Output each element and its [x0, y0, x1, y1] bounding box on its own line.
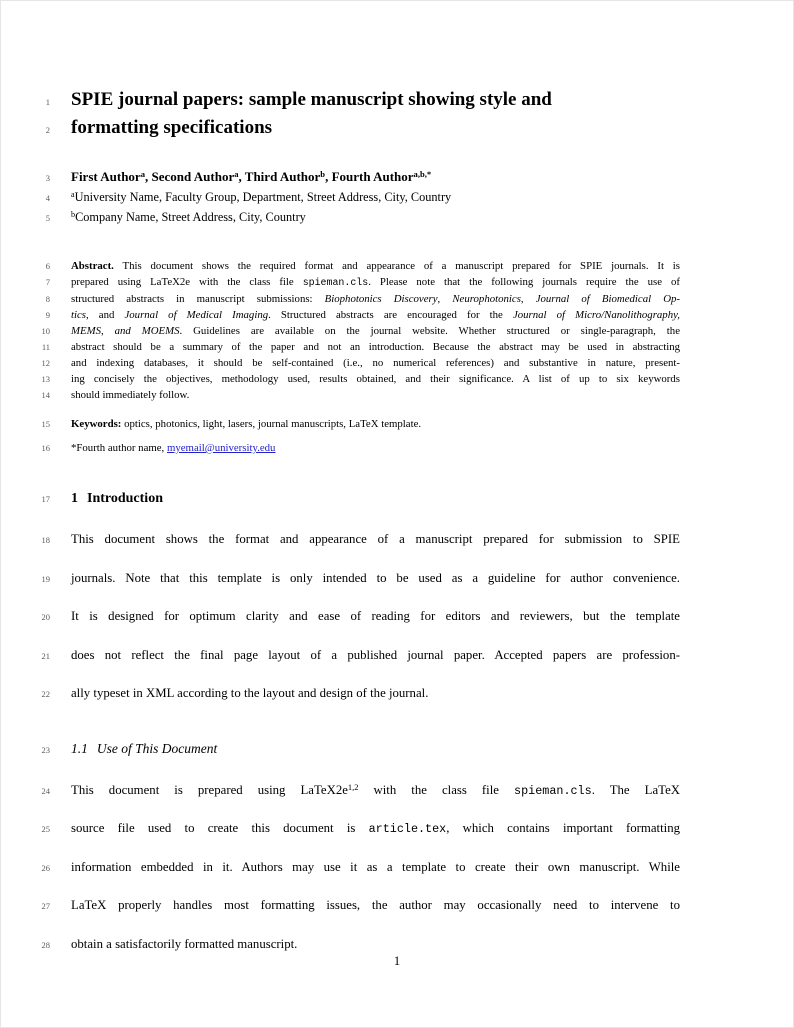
doc-line	[1, 307, 793, 323]
text-run: tics	[71, 309, 86, 321]
line-number: 27	[41, 901, 50, 911]
text-run: spieman.cls	[514, 783, 592, 798]
line-number: 18	[41, 535, 50, 545]
text-run: University Name, Faculty Group, Department, Street Address, City, Country	[74, 190, 452, 204]
line-text	[71, 740, 680, 758]
line-number: 22	[41, 689, 50, 699]
text-run: LaTeX properly handles most formatting issues, the author may occasionally need to intervene to	[71, 898, 680, 912]
page-number: 1	[393, 954, 401, 968]
text-run: . Structured abstracts are encouraged for the	[268, 309, 513, 321]
document-body	[1, 87, 793, 964]
line-number: 20	[41, 612, 50, 622]
doc-line	[1, 887, 793, 926]
doc-line	[1, 490, 793, 508]
line-text	[71, 87, 680, 113]
text-run: This document is prepared using LaTeX2e	[71, 782, 348, 797]
text-run: First Author	[71, 169, 141, 184]
doc-line	[1, 87, 793, 115]
text-run: obtain a satisfactorily formatted manuscript.	[71, 936, 298, 951]
text-run: 1	[71, 491, 78, 506]
author-footnote	[1, 440, 793, 456]
text-run: formatting specifications	[71, 117, 273, 138]
doc-line	[1, 416, 793, 432]
use-of-document-paragraph	[1, 772, 793, 965]
text-run: ally typeset in XML according to the layout and design of the journal.	[71, 686, 429, 700]
text-run: b	[320, 169, 326, 180]
line-number: 15	[41, 419, 50, 429]
text-run: ,	[520, 293, 536, 305]
text-run: , Fourth Author	[325, 169, 414, 184]
line-number: 17	[41, 494, 50, 504]
line-text	[71, 339, 680, 355]
text-run: a	[234, 169, 239, 180]
doc-line	[1, 810, 793, 849]
line-text	[71, 637, 680, 675]
text-run: prepared using LaTeX2e with the class file	[71, 276, 303, 288]
text-run: structured abstracts in manuscript submissions:	[71, 293, 325, 305]
text-run: Journal of Biomedical Op-	[535, 293, 680, 305]
line-number: 24	[41, 785, 50, 796]
line-text	[71, 307, 680, 323]
abstract	[1, 258, 793, 403]
text-run: a,b,*	[413, 169, 432, 180]
line-number: 2	[45, 125, 50, 135]
doc-line	[1, 849, 793, 888]
line-number: 25	[41, 824, 50, 834]
text-run: Use of This Document	[96, 740, 218, 756]
text-run: spieman.cls	[302, 277, 369, 288]
authors-line	[1, 167, 793, 188]
text-run: This document shows the format and appearance of a manuscript prepared for submission to SPIE	[71, 532, 680, 546]
text-run: Company Name, Street Address, City, Country	[75, 210, 306, 224]
text-run: , Third Author	[238, 169, 321, 184]
text-run: a	[71, 190, 75, 200]
text-run: Journal of Micro/Nanolithography,	[512, 309, 680, 321]
doc-line	[1, 274, 793, 291]
line-text	[71, 188, 680, 208]
line-text	[71, 810, 680, 849]
line-text	[71, 387, 680, 403]
text-run: ing concisely the objectives, methodology used, results obtained, and their significance. A list of up to six keywords	[71, 373, 680, 385]
line-number: 6	[45, 261, 50, 271]
text-run: 1,2	[347, 781, 359, 792]
line-text	[71, 675, 680, 713]
text-run: source file used to create this document is	[71, 821, 369, 835]
line-number: 13	[41, 374, 50, 384]
line-text	[71, 416, 680, 432]
line-number: 5	[45, 213, 50, 223]
doc-line	[1, 521, 793, 560]
text-run: Keywords:	[71, 418, 122, 430]
text-run: Neurophotonics	[452, 293, 521, 305]
line-text	[71, 258, 680, 274]
text-run: Introduction	[87, 491, 163, 506]
paper-title	[1, 87, 793, 143]
doc-line	[1, 258, 793, 274]
email-link[interactable]: myemail@university.edu	[166, 442, 276, 454]
line-text	[71, 115, 680, 141]
text-run: It is designed for optimum clarity and ease of reading for editors and reviewers, but the template	[71, 609, 680, 623]
line-text	[71, 521, 680, 559]
line-text	[71, 598, 680, 636]
line-text	[71, 772, 680, 811]
line-number: 8	[45, 294, 50, 304]
line-text	[71, 560, 680, 598]
doc-line	[1, 115, 793, 143]
line-text	[71, 323, 680, 339]
text-run: . The LaTeX	[591, 782, 680, 797]
text-run: and indexing databases, it should be self-contained (i.e., no numerical references) and substantive in nature, present-	[71, 357, 680, 369]
text-run: should immediately follow.	[71, 389, 190, 401]
doc-line	[1, 772, 793, 811]
text-run: . Please note that the following journals require the use of	[368, 276, 680, 288]
line-number: 3	[45, 173, 50, 183]
text-run: This document shows the required format and appearance of a manuscript prepared for SPIE journals. It is	[113, 260, 680, 272]
doc-line	[1, 291, 793, 307]
doc-line	[1, 188, 793, 208]
doc-line	[1, 208, 793, 228]
line-number: 19	[41, 573, 50, 584]
text-run: with the class file	[358, 782, 515, 797]
text-run: abstract should be a summary of the paper and not an introduction. Because the abstract may be used in abstracting	[71, 341, 680, 353]
line-number: 4	[45, 193, 50, 203]
line-text	[71, 849, 680, 887]
text-run: Abstract.	[71, 260, 114, 272]
keywords-line	[1, 416, 793, 432]
text-run: ,	[437, 293, 453, 305]
doc-line	[1, 167, 793, 188]
text-run: *Fourth author name,	[71, 442, 167, 454]
doc-line	[1, 740, 793, 759]
line-text	[71, 274, 680, 291]
doc-line	[1, 440, 793, 456]
line-text	[71, 208, 680, 228]
line-number: 10	[41, 326, 50, 336]
text-run: Journal of Medical Imaging	[124, 309, 269, 321]
line-number: 7	[45, 277, 50, 287]
text-run: article.tex	[368, 822, 447, 836]
line-text	[71, 291, 680, 307]
doc-line	[1, 598, 793, 637]
doc-line	[1, 637, 793, 676]
line-text	[71, 371, 680, 387]
line-text	[71, 355, 680, 371]
text-run: journals. Note that this template is only intended to be used as a guideline for author convenience.	[71, 570, 680, 585]
text-run: Biophotonics Discovery	[324, 293, 438, 305]
text-run: information embedded in it. Authors may use it as a template to create their own manuscript. While	[71, 859, 680, 874]
doc-line	[1, 371, 793, 387]
section-1-heading	[1, 490, 793, 508]
line-number: 14	[41, 390, 50, 400]
line-number: 26	[41, 862, 50, 873]
doc-line	[1, 675, 793, 714]
text-run: 1.1	[71, 740, 88, 756]
line-number: 9	[45, 310, 50, 320]
text-run: a	[140, 169, 145, 180]
doc-line	[1, 387, 793, 403]
doc-line	[1, 323, 793, 339]
line-number: 11	[41, 342, 50, 352]
intro-paragraph	[1, 521, 793, 714]
text-run: does not reflect the final page layout of a published journal paper. Accepted papers are profession-	[71, 647, 680, 662]
text-run: . Guidelines are available on the journal website. Whether structured or single-paragraph, the	[179, 325, 680, 337]
text-run: SPIE journal papers: sample manuscript showing style and	[71, 89, 552, 110]
line-text	[71, 490, 680, 508]
line-number: 1	[45, 97, 50, 107]
doc-line	[1, 560, 793, 599]
doc-line	[1, 339, 793, 355]
text-run: , which contains important formatting	[446, 821, 680, 835]
line-text	[71, 167, 680, 188]
doc-line	[1, 355, 793, 371]
subsection-1-1-heading	[1, 740, 793, 759]
line-number: 16	[41, 443, 50, 453]
text-run: optics, photonics, light, lasers, journal manuscripts, LaTeX template.	[121, 418, 422, 430]
line-number: 21	[41, 650, 50, 661]
text-run: , Second Author	[145, 169, 235, 184]
text-run: MEMS, and MOEMS	[71, 325, 180, 337]
line-number: 28	[41, 939, 50, 950]
text-run: b	[71, 210, 76, 220]
text-run: , and	[86, 309, 125, 321]
line-number: 23	[41, 744, 50, 755]
line-text	[71, 887, 680, 925]
line-number: 12	[41, 358, 50, 368]
line-text	[71, 440, 680, 456]
affiliations	[1, 188, 793, 228]
